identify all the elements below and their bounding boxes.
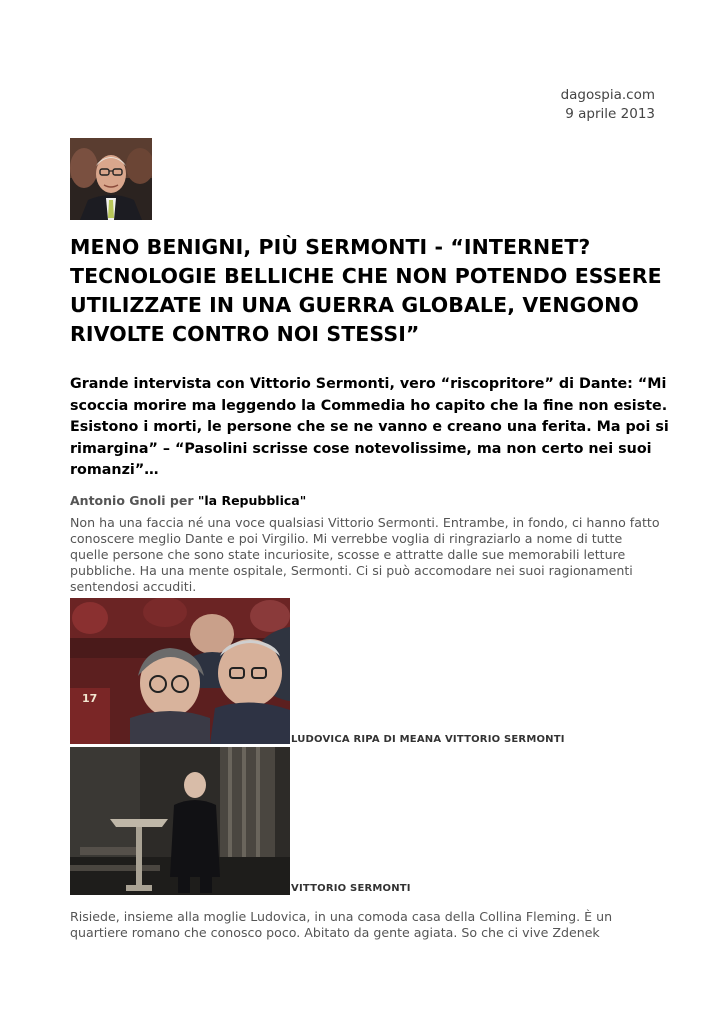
article-paragraph: Non ha una faccia né una voce qualsiasi Vittorio Sermonti. Entrambe, in fondo, ci hanno fatto conoscere meglio Dante e poi Virgilio. Mi verrebbe voglia di ringraziarlo a nome di tutte quelle persone che sono state incuriosite, scosse e attratte dalle sue memorabili letture pubbliche. Ha una mente ospitale, Sermonti. Ci si può accomodare nei suoi ragionamenti sentendosi accuditi. xyxy=(70,515,660,594)
source-date: 9 aprile 2013 xyxy=(565,106,655,122)
photo-caption: VITTORIO SERMONTI xyxy=(291,883,411,894)
byline xyxy=(70,493,306,508)
article-subhead: Grande intervista con Vittorio Sermonti, vero “riscopritore” di Dante: “Mi scoccia morire ma leggendo la Commedia ho capito che la fine non esiste. Esistono i morti, le persone che se ne vanno e creano una ferita. Ma poi si rimargina” – “Pasolini scrisse cose notevolissime, ma non certo nei suoi romanzi”… xyxy=(70,376,669,478)
photo-ludovica-vittorio xyxy=(70,598,290,744)
seat-number: 17 xyxy=(82,692,98,705)
source-info xyxy=(561,86,655,124)
byline-author: Antonio Gnoli per xyxy=(70,493,198,508)
photo-vittorio-sermonti xyxy=(70,747,290,895)
article-paragraph: Risiede, insieme alla moglie Ludovica, in una comoda casa della Collina Fleming. È un quartiere romano che conosco poco. Abitato da gente agiata. So che ci vive Zdenek xyxy=(70,909,613,940)
author-portrait-photo xyxy=(70,138,152,220)
source-site: dagospia.com xyxy=(560,87,655,103)
photo-caption: LUDOVICA RIPA DI MEANA VITTORIO SERMONTI xyxy=(291,734,565,745)
article-headline: MENO BENIGNI, PIÙ SERMONTI - “INTERNET? TECNOLOGIE BELLICHE CHE NON POTENDO ESSERE UTILIZZATE IN UNA GUERRA GLOBALE, VENGONO RIVOLTE CONTRO NOI STESSI” xyxy=(70,235,662,346)
byline-publication: "la Repubblica" xyxy=(197,493,307,508)
